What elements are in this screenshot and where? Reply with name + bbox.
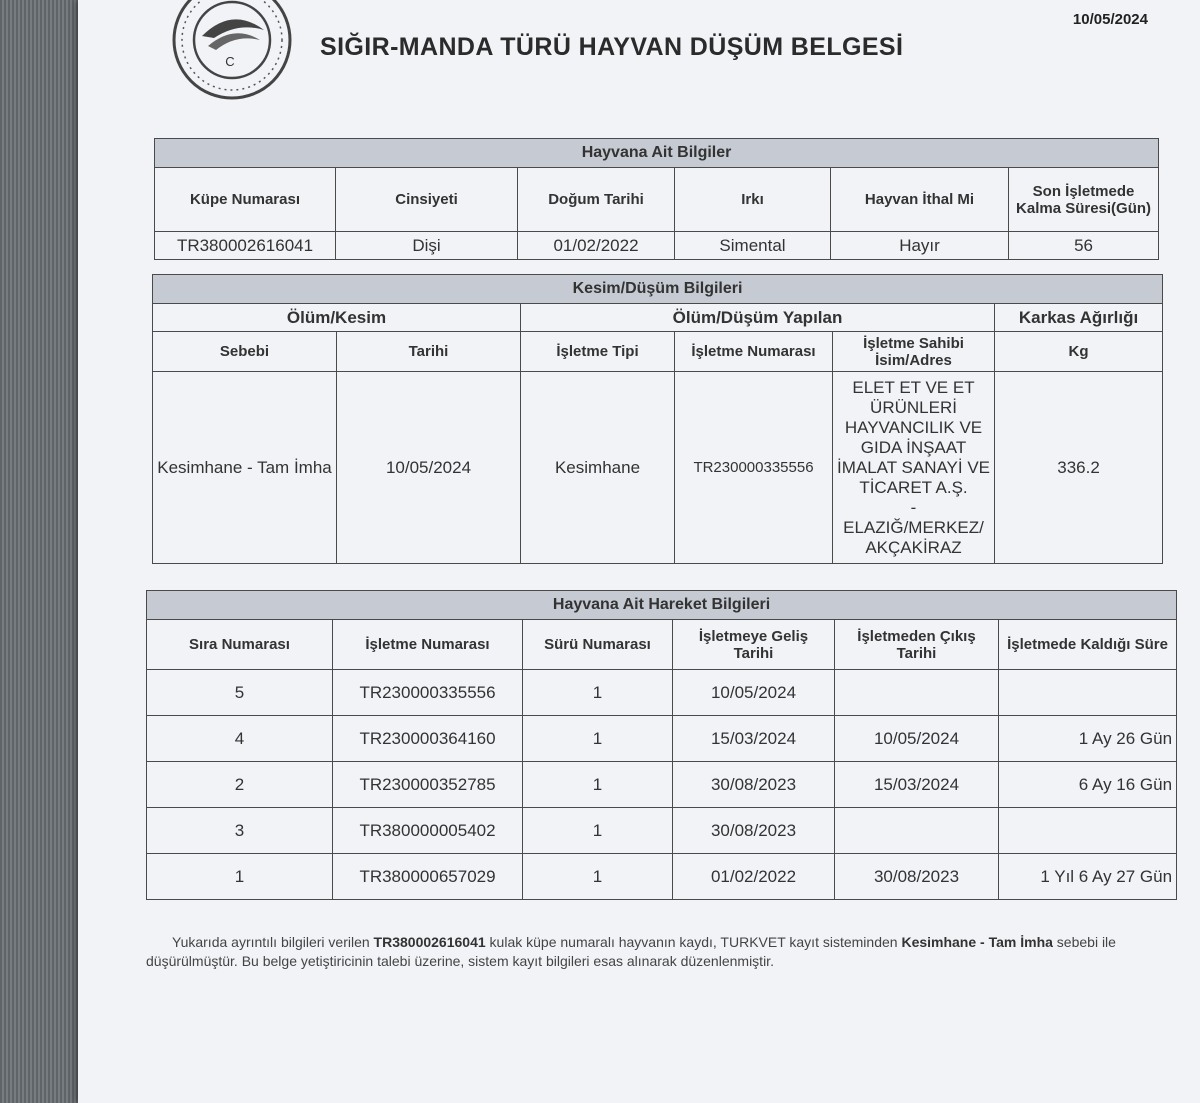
table-row xyxy=(147,670,1177,716)
header-sequence: Sıra Numarası xyxy=(147,620,333,670)
header-last-farm-days: Son İşletmede Kalma Süresi(Gün) xyxy=(1009,168,1159,232)
header-facility-number: İşletme Numarası xyxy=(675,332,833,372)
cell-arrival-date: 15/03/2024 xyxy=(673,716,835,762)
cell-arrival-date: 10/05/2024 xyxy=(673,670,835,716)
cell-farm-number: TR380000005402 xyxy=(333,808,523,854)
table-row xyxy=(147,854,1177,900)
cell-farm-number: TR230000364160 xyxy=(333,716,523,762)
header-birth-date: Doğum Tarihi xyxy=(518,168,675,232)
value-facility-owner xyxy=(833,372,995,564)
cell-departure-date: 30/08/2023 xyxy=(835,854,999,900)
header-duration: İşletmede Kaldığı Süre xyxy=(999,620,1177,670)
header-farm-number: İşletme Numarası xyxy=(333,620,523,670)
table-row xyxy=(147,762,1177,808)
slaughter-info-table xyxy=(152,274,1163,564)
cell-sequence: 5 xyxy=(147,670,333,716)
cell-sequence: 4 xyxy=(147,716,333,762)
header-kg: Kg xyxy=(995,332,1163,372)
document-title: SIĞIR-MANDA TÜRÜ HAYVAN DÜŞÜM BELGESİ xyxy=(320,33,904,61)
movement-section-title: Hayvana Ait Hareket Bilgileri xyxy=(147,591,1177,620)
owner-name: ELET ET VE ET ÜRÜNLERİ HAYVANCILIK VE GIDA İNŞAAT İMALAT SANAYİ VE TİCARET A.Ş. xyxy=(836,377,991,497)
header-departure-date: İşletmeden Çıkış Tarihi xyxy=(835,620,999,670)
group-death-place: Ölüm/Düşüm Yapılan xyxy=(521,304,995,332)
cell-herd-number: 1 xyxy=(523,762,673,808)
header-gender: Cinsiyeti xyxy=(336,168,518,232)
footer-reason: Kesimhane - Tam İmha xyxy=(901,934,1053,950)
svg-text:C: C xyxy=(225,54,235,69)
header-imported: Hayvan İthal Mi xyxy=(831,168,1009,232)
owner-separator: - xyxy=(910,497,917,517)
cell-arrival-date: 30/08/2023 xyxy=(673,762,835,808)
footer-text-1: Yukarıda ayrıntılı bilgileri verilen xyxy=(172,934,370,950)
table-row xyxy=(147,808,1177,854)
header-herd-number: Sürü Numarası xyxy=(523,620,673,670)
cell-departure-date: 15/03/2024 xyxy=(835,762,999,808)
cell-herd-number: 1 xyxy=(523,854,673,900)
animal-info-table xyxy=(154,138,1159,260)
movement-info-table xyxy=(146,590,1177,900)
table-row xyxy=(147,716,1177,762)
footer-ear-tag: TR380002616041 xyxy=(373,934,486,950)
cell-farm-number: TR230000352785 xyxy=(333,762,523,808)
group-death-slaughter: Ölüm/Kesim xyxy=(153,304,521,332)
animal-info-section-title: Hayvana Ait Bilgiler xyxy=(155,139,1159,168)
background-fabric xyxy=(0,0,82,1103)
value-slaughter-date: 10/05/2024 xyxy=(337,372,521,564)
cell-sequence: 3 xyxy=(147,808,333,854)
value-breed: Simental xyxy=(675,232,831,260)
cell-sequence: 2 xyxy=(147,762,333,808)
cell-departure-date: 10/05/2024 xyxy=(835,716,999,762)
group-carcass-weight: Karkas Ağırlığı xyxy=(995,304,1163,332)
cell-duration: 6 Ay 16 Gün xyxy=(999,762,1177,808)
cell-farm-number: TR230000335556 xyxy=(333,670,523,716)
header-ear-tag: Küpe Numarası xyxy=(155,168,336,232)
cell-herd-number: 1 xyxy=(523,808,673,854)
footer-text-3: sebebi ile düşürülmüştür. Bu belge yetiştiricinin talebi üzerine, sistem kayıt bilgileri esas alınarak düzenlenmiştir. xyxy=(146,934,1116,969)
document-date: 10/05/2024 xyxy=(1072,11,1148,28)
value-facility-number: TR230000335556 xyxy=(675,372,833,564)
header-date: Tarihi xyxy=(337,332,521,372)
header-arrival-date: İşletmeye Geliş Tarihi xyxy=(673,620,835,670)
value-imported: Hayır xyxy=(831,232,1009,260)
cell-departure-date xyxy=(835,670,999,716)
value-reason: Kesimhane - Tam İmha xyxy=(153,372,337,564)
value-birth-date: 01/02/2022 xyxy=(518,232,675,260)
cell-departure-date xyxy=(835,808,999,854)
cell-farm-number: TR380000657029 xyxy=(333,854,523,900)
value-carcass-weight: 336.2 xyxy=(995,372,1163,564)
footer-statement xyxy=(146,933,1176,971)
header-facility-owner: İşletme Sahibi İsim/Adres xyxy=(833,332,995,372)
header-reason: Sebebi xyxy=(153,332,337,372)
cell-arrival-date: 30/08/2023 xyxy=(673,808,835,854)
cell-duration: 1 Yıl 6 Ay 27 Gün xyxy=(999,854,1177,900)
value-last-farm-days: 56 xyxy=(1009,232,1159,260)
header-breed: Irkı xyxy=(675,168,831,232)
value-ear-tag: TR380002616041 xyxy=(155,232,336,260)
cell-arrival-date: 01/02/2022 xyxy=(673,854,835,900)
cell-herd-number: 1 xyxy=(523,716,673,762)
slaughter-section-title: Kesim/Düşüm Bilgileri xyxy=(153,275,1163,304)
value-gender: Dişi xyxy=(336,232,518,260)
cell-duration xyxy=(999,670,1177,716)
footer-text-2: kulak küpe numaralı hayvanın kaydı, TURKVET kayıt sisteminden xyxy=(489,934,898,950)
header-facility-type: İşletme Tipi xyxy=(521,332,675,372)
ministry-seal-icon xyxy=(168,0,296,100)
cell-herd-number: 1 xyxy=(523,670,673,716)
owner-address: ELAZIĞ/MERKEZ/ AKÇAKİRAZ xyxy=(843,517,984,557)
cell-duration: 1 Ay 26 Gün xyxy=(999,716,1177,762)
cell-sequence: 1 xyxy=(147,854,333,900)
value-facility-type: Kesimhane xyxy=(521,372,675,564)
cell-duration xyxy=(999,808,1177,854)
